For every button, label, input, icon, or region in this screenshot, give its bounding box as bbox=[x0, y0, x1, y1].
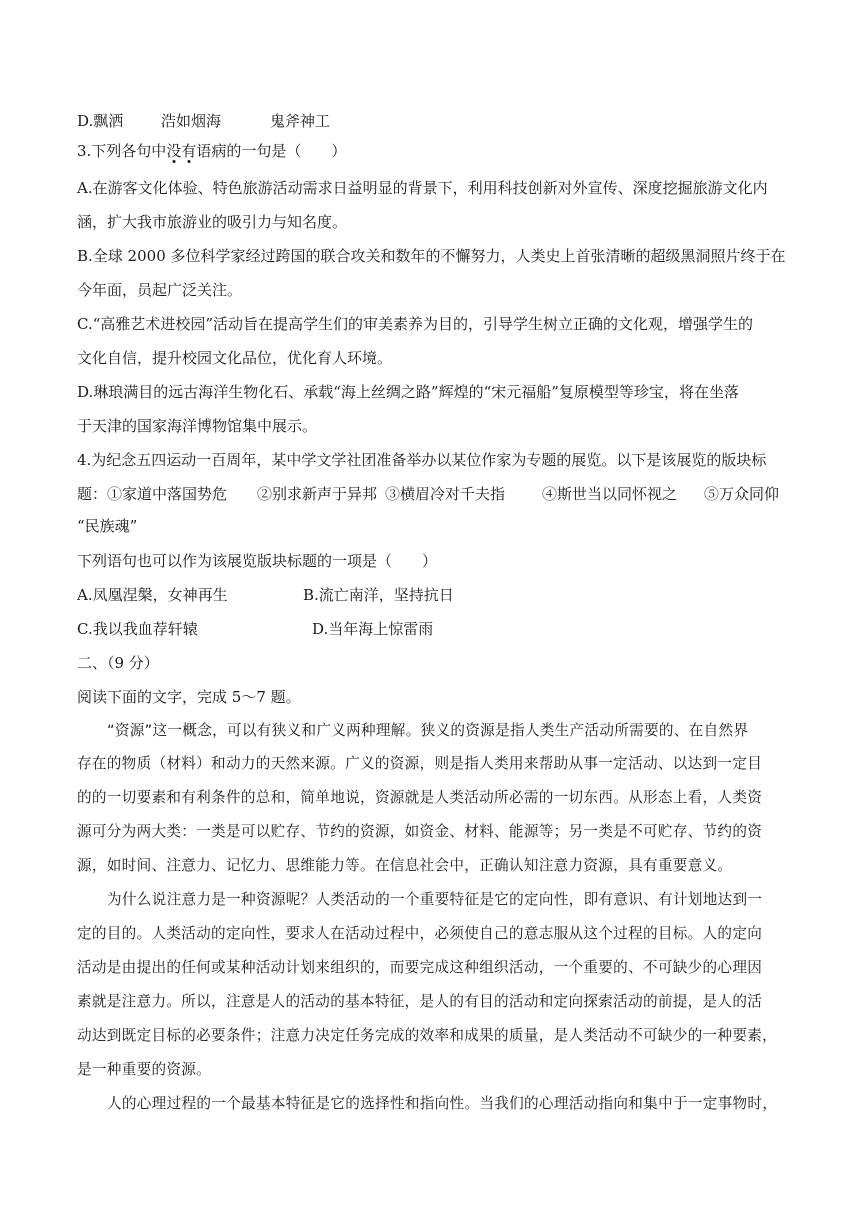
q4-option-a: A.凤凰涅槃，女神再生 bbox=[77, 586, 228, 604]
q2-d-word-1: D.飘洒 bbox=[77, 112, 124, 130]
q3-option-c-line2: 文化自信，提升校园文化品位，优化育人环境。 bbox=[77, 349, 393, 367]
passage-p3-line1: 人的心理过程的一个最基本特征是它的选择性和指向性。当我们的心理活动指向和集中于一定事物时， bbox=[107, 1095, 778, 1112]
q3-option-b-line2: 今年面，员起广泛关注。 bbox=[77, 281, 243, 299]
q3-option-a-line1: A.在游客文化体验、特色旅游活动需求日益明显的背景下，利用科技创新对外宣传、深度挖掘旅游文化内 bbox=[77, 179, 768, 197]
passage-p1-line4: 源可分为两大类：一类是可以贮存、节约的资源，如资金、材料、能源等；另一类是不可贮存、节约的资 bbox=[77, 823, 763, 840]
q3-emphasis-1 bbox=[166, 142, 181, 160]
q2-d-word-2: 浩如烟海 bbox=[161, 112, 222, 130]
q3-emph-char-1: 没 bbox=[166, 142, 182, 160]
q4-stem-line3: “民族魂” bbox=[77, 517, 138, 535]
q3-emphasis-2 bbox=[181, 142, 196, 160]
q4-options-row1 bbox=[77, 584, 454, 606]
q3-option-b-line1: B.全球 2000 多位科学家经过跨国的联合攻关和数年的不懈努力，人类史上首张清晰的超级黑洞照片终于在 bbox=[77, 247, 786, 265]
q4-title-3: ③横眉冷对千夫指 bbox=[385, 485, 506, 503]
passage-p1-line1: “资源”这一概念，可以有狭义和广义两种理解。狭义的资源是指人类生产活动所需要的、在自然界 bbox=[107, 722, 749, 739]
passage-p1-line2: 存在的物质（材料）和动力的天然来源。广义的资源，则是指人类用来帮助从事一定活动、以达到一定目 bbox=[77, 755, 763, 772]
q3-emph-char-2: 有 bbox=[181, 142, 197, 160]
q3-option-d-line2: 于天津的国家海洋博物馆集中展示。 bbox=[77, 417, 318, 435]
passage-p1-line5: 源，如时间、注意力、记忆力、思维能力等。在信息社会中，正确认知注意力资源，具有重要意义。 bbox=[77, 857, 733, 874]
q4-title-4: ④斯世当以同怀视之 bbox=[542, 485, 678, 503]
passage-p2-line3: 活动是由提出的任何或某种活动计划来组织的，而要完成这种组织活动，一个重要的、不可缺少的心理因 bbox=[77, 959, 763, 976]
q4-options-row2 bbox=[77, 618, 434, 640]
emphasis-dot-icon bbox=[187, 160, 190, 163]
q4-title-5: ⑤万众同仰 bbox=[704, 485, 780, 503]
q3-stem-pre: 3.下列各句中 bbox=[77, 142, 167, 160]
q3-option-d-line1: D.琳琅满目的远古海洋生物化石、承载“海上丝绸之路”辉煌的“宋元福船”复原模型等珍宝，将在坐落 bbox=[77, 383, 739, 401]
passage-p2-line1: 为什么说注意力是一种资源呢？人类活动的一个重要特征是它的定向性，即有意识、有计划地达到一 bbox=[107, 891, 763, 908]
q3-stem bbox=[77, 140, 346, 162]
q4-stem-line2 bbox=[77, 483, 780, 505]
q4-title-prefix: 题： bbox=[77, 485, 108, 503]
q2-d-word-3: 鬼斧神工 bbox=[270, 112, 331, 130]
passage-p2-line2: 定的目的。人类活动的定向性，要求人在活动过程中，必须使自己的意志服从这个过程的目标。人的定向 bbox=[77, 925, 763, 942]
q4-title-1: ①家道中落国势危 bbox=[107, 485, 228, 503]
q3-option-c-line1: C.“高雅艺术进校园”活动旨在提高学生们的审美素养为目的，引导学生树立正确的文化观，增强学生的 bbox=[77, 315, 754, 333]
q4-title-2: ②别求新声于异邦 bbox=[257, 485, 378, 503]
reading-instruction: 阅读下面的文字，完成 5～7 题。 bbox=[77, 688, 301, 706]
q3-option-a-line2: 涵，扩大我市旅游业的吸引力与知名度。 bbox=[77, 213, 348, 231]
q4-option-c: C.我以我血荐轩辕 bbox=[77, 620, 198, 638]
passage-p2-line5: 动达到既定目标的必要条件；注意力决定任务完成的效率和成果的质量，是人类活动不可缺少的一种要素， bbox=[77, 1027, 778, 1044]
q2-option-d bbox=[77, 110, 331, 132]
emphasis-dot-icon bbox=[172, 160, 175, 163]
passage-p1-line3: 的的一切要素和有利条件的总和，简单地说，资源就是人类活动所必需的一切东西。从形态上看，人类资 bbox=[77, 789, 763, 806]
passage-p2-line4: 素就是注意力。所以，注意是人的活动的基本特征，是人的有目的活动和定向探索活动的前提，是人的活 bbox=[77, 993, 763, 1010]
q3-stem-post: 语病的一句是（ ） bbox=[196, 142, 347, 160]
q4-question: 下列语句也可以作为该展览版块标题的一项是（ ） bbox=[77, 552, 438, 570]
section-heading: 二、（9 分） bbox=[77, 654, 159, 672]
q4-option-d: D.当年海上惊雷雨 bbox=[312, 620, 434, 638]
passage-p2-line6: 是一种重要的资源。 bbox=[77, 1061, 212, 1078]
q4-stem-line1: 4.为纪念五四运动一百周年，某中学文学社团准备举办以某位作家为专题的展览。以下是该展览的版块标 bbox=[77, 451, 767, 469]
q4-option-b: B.流亡南洋，坚持抗日 bbox=[303, 586, 454, 604]
